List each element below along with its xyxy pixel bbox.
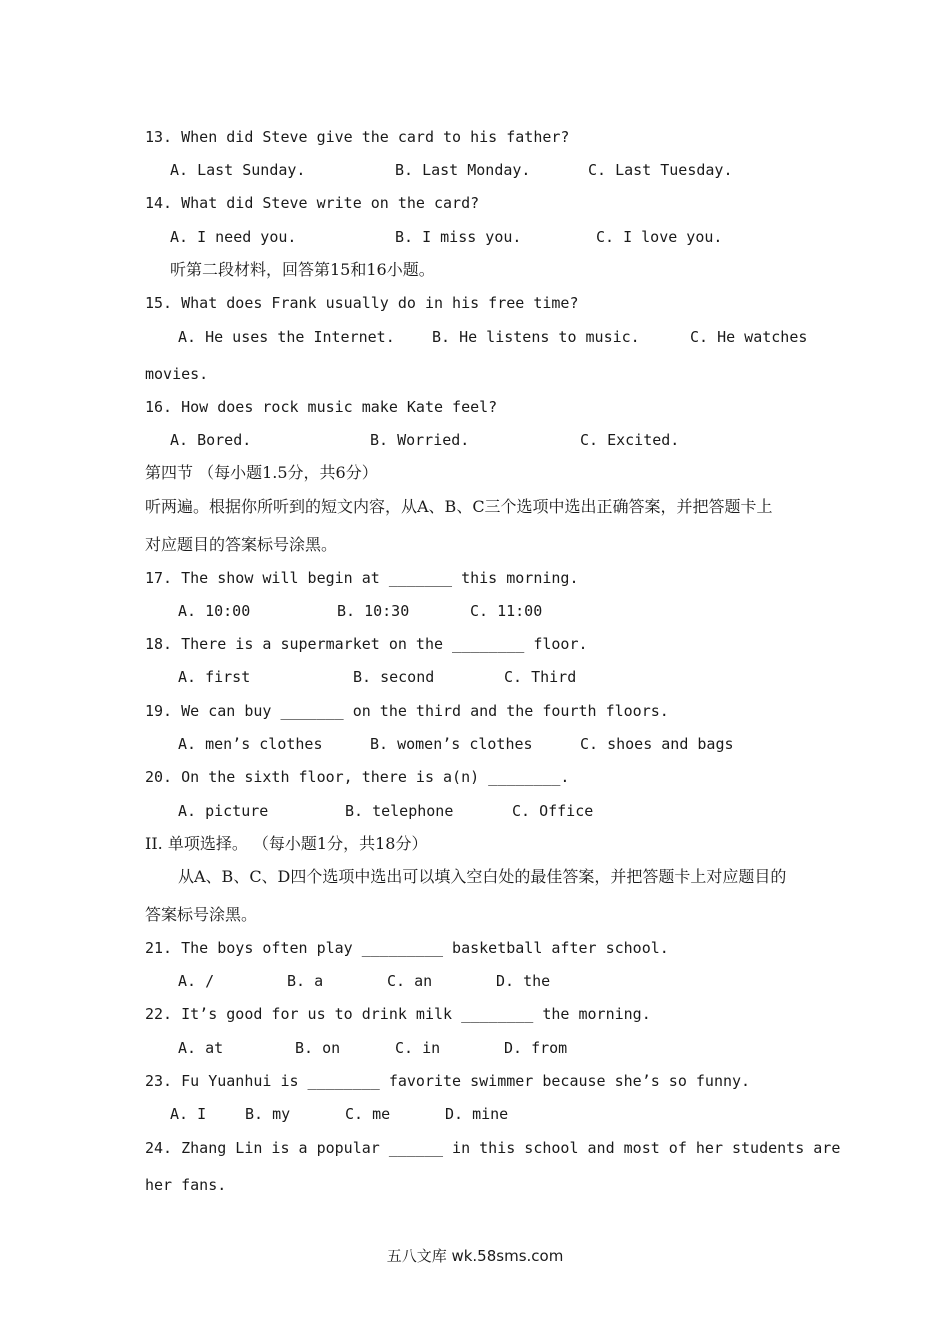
question-13-stem: 13. When did Steve give the card to his father? xyxy=(145,128,570,146)
part-four-instructions-line-2: 对应题目的答案标号涂黑。 xyxy=(145,535,338,554)
question-24-stem: 24. Zhang Lin is a popular ______ in this school and most of her students are xyxy=(145,1139,841,1157)
question-21-option-c: C. an xyxy=(387,972,433,990)
question-16-stem: 16. How does rock music make Kate feel? xyxy=(145,398,498,416)
question-22-option-c: C. in xyxy=(395,1039,441,1057)
question-18-stem: 18. There is a supermarket on the ________ floor. xyxy=(145,635,588,653)
question-13-option-b: B. Last Monday. xyxy=(395,161,531,179)
question-15-stem: 15. What does Frank usually do in his free time? xyxy=(145,294,579,312)
question-23-option-d: D. mine xyxy=(445,1105,509,1123)
question-18-option-b: B. second xyxy=(353,668,435,686)
section-two-note: 听第二段材料，回答第15和16小题。 xyxy=(170,260,435,279)
question-15-option-c-continued: movies. xyxy=(145,365,209,383)
question-23-stem: 23. Fu Yuanhui is ________ favorite swimmer because she’s so funny. xyxy=(145,1072,751,1090)
question-15-option-c: C. He watches xyxy=(690,328,808,346)
question-20-option-b: B. telephone xyxy=(345,802,454,820)
question-15-option-b: B. He listens to music. xyxy=(432,328,640,346)
part-two-instructions-line-2: 答案标号涂黑。 xyxy=(145,905,258,924)
question-14-option-b: B. I miss you. xyxy=(395,228,522,246)
question-23-option-a: A. I xyxy=(170,1105,207,1123)
question-17-option-a: A. 10:00 xyxy=(178,602,251,620)
question-21-option-a: A. / xyxy=(178,972,215,990)
question-19-stem: 19. We can buy _______ on the third and the fourth floors. xyxy=(145,702,669,720)
question-22-option-d: D. from xyxy=(504,1039,568,1057)
question-14-option-a: A. I need you. xyxy=(170,228,297,246)
question-18-option-a: A. first xyxy=(178,668,251,686)
question-20-option-c: C. Office xyxy=(512,802,594,820)
question-19-option-a: A. men’s clothes xyxy=(178,735,323,753)
question-20-option-a: A. picture xyxy=(178,802,269,820)
question-16-option-a: A. Bored. xyxy=(170,431,252,449)
question-18-option-c: C. Third xyxy=(504,668,577,686)
part-four-instructions-line-1: 听两遍。根据你所听到的短文内容，从A、B、C三个选项中选出正确答案，并把答题卡上 xyxy=(145,497,773,516)
question-17-stem: 17. The show will begin at _______ this morning. xyxy=(145,569,579,587)
question-14-stem: 14. What did Steve write on the card? xyxy=(145,194,480,212)
part-two-instructions-line-1: 从A、B、C、D四个选项中选出可以填入空白处的最佳答案，并把答题卡上对应题目的 xyxy=(178,867,787,886)
page-footer-watermark: 五八文库 wk.58sms.com xyxy=(386,1247,564,1265)
part-two-title: II. 单项选择。 （每小题1分，共18分） xyxy=(145,834,428,853)
question-16-option-b: B. Worried. xyxy=(370,431,470,449)
question-13-option-a: A. Last Sunday. xyxy=(170,161,306,179)
question-20-stem: 20. On the sixth floor, there is a(n) ________. xyxy=(145,768,570,786)
question-21-stem: 21. The boys often play _________ basketball after school. xyxy=(145,939,669,957)
question-19-option-c: C. shoes and bags xyxy=(580,735,734,753)
question-22-stem: 22. It’s good for us to drink milk ________ the morning. xyxy=(145,1005,651,1023)
question-24-stem-continued: her fans. xyxy=(145,1176,227,1194)
question-21-option-d: D. the xyxy=(496,972,551,990)
question-16-option-c: C. Excited. xyxy=(580,431,680,449)
question-15-option-a: A. He uses the Internet. xyxy=(178,328,395,346)
question-23-option-c: C. me xyxy=(345,1105,391,1123)
question-14-option-c: C. I love you. xyxy=(596,228,723,246)
question-13-option-c: C. Last Tuesday. xyxy=(588,161,733,179)
question-17-option-b: B. 10:30 xyxy=(337,602,410,620)
question-22-option-a: A. at xyxy=(178,1039,224,1057)
question-17-option-c: C. 11:00 xyxy=(470,602,543,620)
part-four-title: 第四节 （每小题1.5分，共6分） xyxy=(145,463,378,482)
question-19-option-b: B. women’s clothes xyxy=(370,735,533,753)
question-22-option-b: B. on xyxy=(295,1039,341,1057)
question-23-option-b: B. my xyxy=(245,1105,291,1123)
question-21-option-b: B. a xyxy=(287,972,324,990)
